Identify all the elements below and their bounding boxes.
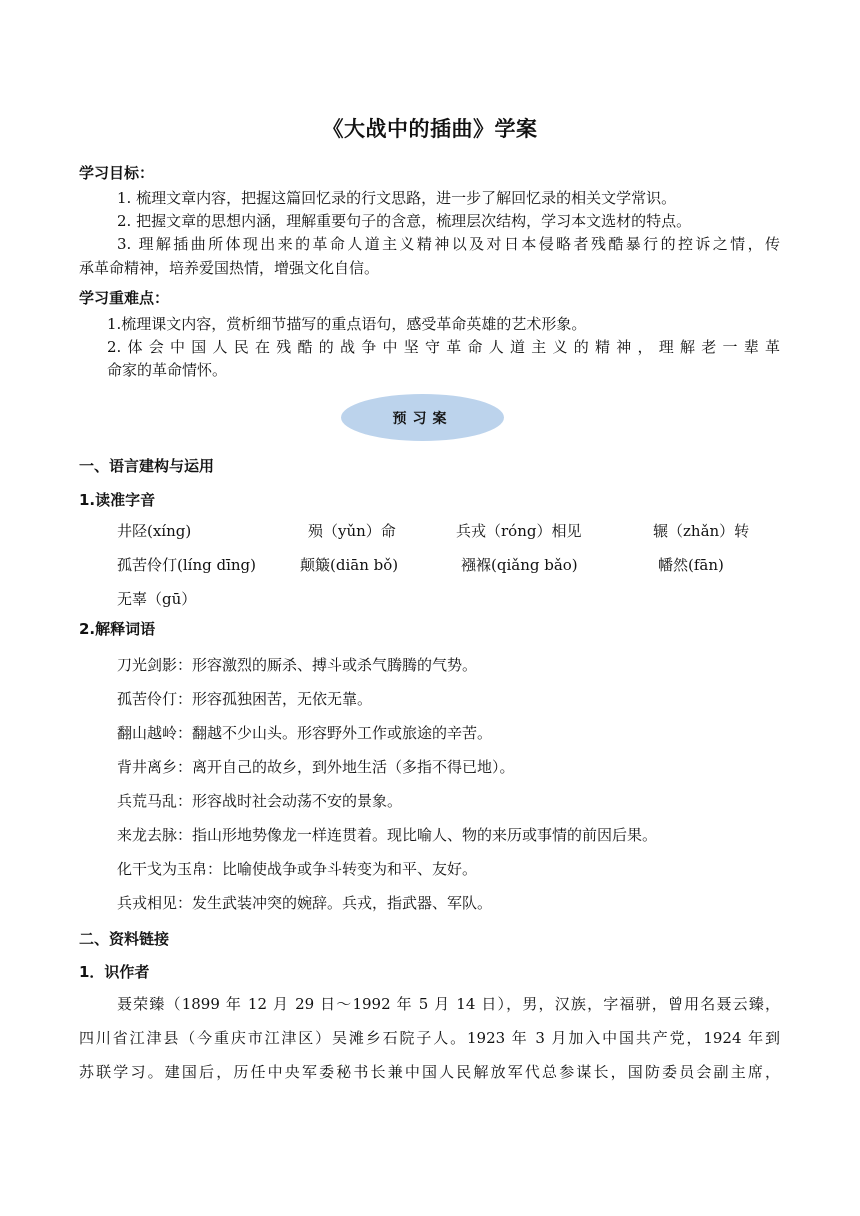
objective-item-1: 1. 梳理文章内容，把握这篇回忆录的行文思路，进一步了解回忆录的相关文学常识。 [117,189,677,207]
key-point-item-1: 1.梳理课文内容，赏析细节描写的重点语句，感受革命英雄的艺术形象。 [107,315,587,333]
pinyin-item: 无辜（gū） [117,590,197,608]
definition-item: 刀光剑影：形容激烈的厮杀、搏斗或杀气腾腾的气势。 [117,656,478,674]
pinyin-item: 襁褓(qiǎng bǎo) [461,556,578,574]
pinyin-item: 孤苦伶仃(líng dīng) [117,556,256,574]
bio-line-2: 四川省江津县（今重庆市江津区）吴滩乡石院子人。1923 年 3 月加入中国共产党，1924 年到 [79,1029,780,1047]
definition-item: 翻山越岭：翻越不少山头。形容野外工作或旅途的辛苦。 [117,724,493,742]
pinyin-item: 辗（zhǎn）转 [653,522,750,540]
definition-item: 兵荒马乱：形容战时社会动荡不安的景象。 [117,792,403,810]
objective-item-3: 3. 理解插曲所体现出来的革命人道主义精神以及对日本侵略者残酷暴行的控诉之情，传 [117,235,780,253]
definition-item: 背井离乡：离开自己的故乡，到外地生活（多指不得已地）。 [117,758,515,776]
pinyin-item: 殒（yǔn）命 [308,522,396,540]
definition-item: 孤苦伶仃：形容孤独困苦，无依无靠。 [117,690,373,708]
section1-sub2: 2.解释词语 [79,620,156,638]
definition-item: 化干戈为玉帛：比喻使战争或争斗转变为和平、友好。 [117,860,478,878]
objective-item-2: 2. 把握文章的思想内涵，理解重要句子的含意，梳理层次结构，学习本文选材的特点。 [117,212,692,230]
page-title: 《大战中的插曲》学案 [322,117,538,141]
section1-sub1: 1.读准字音 [79,491,156,509]
pinyin-item: 颠簸(diān bǒ) [300,556,399,574]
definition-item: 兵戎相见：发生武装冲突的婉辞。兵戎，指武器、军队。 [117,894,493,912]
pinyin-item: 幡然(fān) [658,556,724,574]
bio-line-1: 聂荣臻（1899 年 12 月 29 日～1992 年 5 月 14 日），男，汉族，字福骈，曾用名聂云臻， [117,995,780,1013]
preview-badge [341,394,504,441]
pinyin-item: 兵戎（róng）相见 [456,522,582,540]
pinyin-row-3 [0,589,860,611]
bio-line-3: 苏联学习。建国后，历任中央军委秘书长兼中国人民解放军代总参谋长，国防委员会副主席， [79,1063,780,1081]
definition-item: 来龙去脉：指山形地势像龙一样连贯着。现比喻人、物的来历或事情的前因后果。 [117,826,658,844]
section2-heading: 二、资料链接 [79,930,170,948]
preview-badge-label: 预习案 [392,410,453,427]
key-point-item-2: 2.体会中国人民在残酷的战争中坚守革命人道主义的精神，理解老一辈革 [107,338,780,356]
section2-sub1: 1．识作者 [79,963,150,981]
section1-heading: 一、语言建构与运用 [79,457,215,475]
objectives-heading: 学习目标： [79,164,155,182]
objective-item-3-cont: 承革命精神，培养爱国热情，增强文化自信。 [79,259,380,277]
key-points-heading: 学习重难点： [79,289,170,307]
pinyin-row-1 [0,521,860,543]
pinyin-item: 井陉(xíng) [117,522,192,540]
key-point-item-2-cont: 命家的革命情怀。 [107,361,228,379]
pinyin-row-2 [0,555,860,577]
